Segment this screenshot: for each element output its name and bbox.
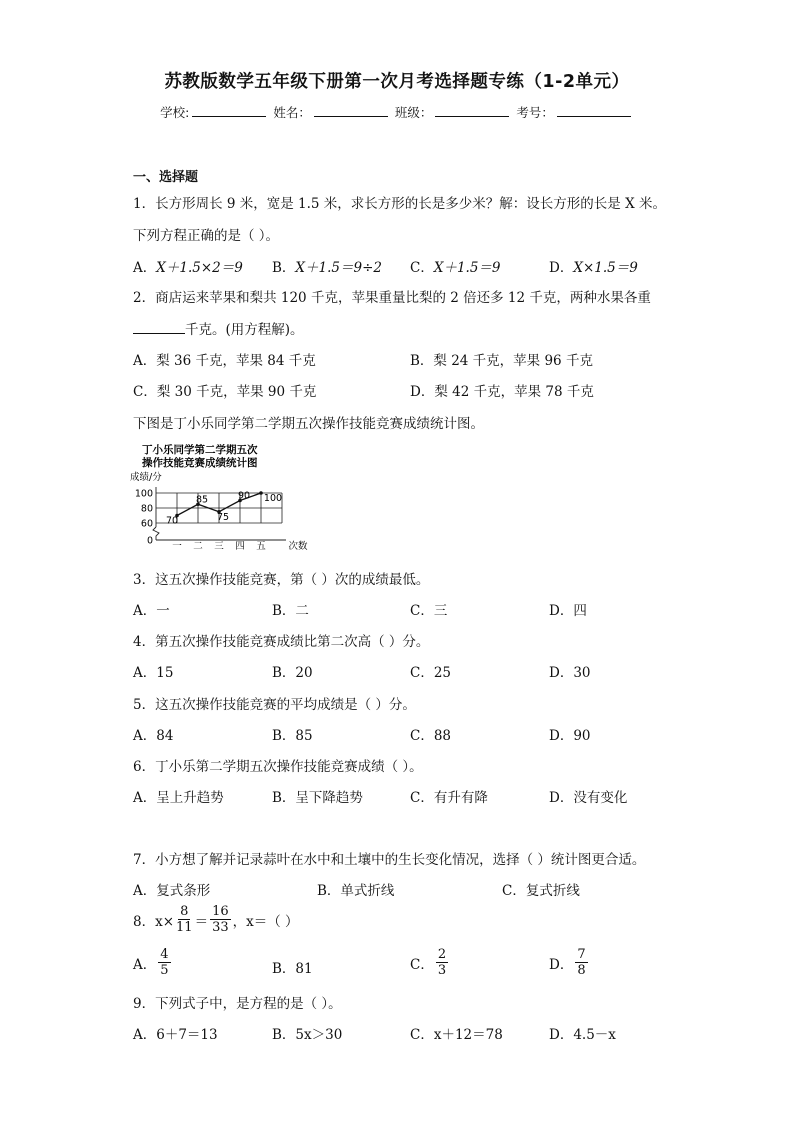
class-label: 班级： (394, 105, 433, 120)
q7-option-c[interactable]: C．复式折线 (502, 883, 580, 899)
q7-option-a[interactable]: A．复式条形 (133, 883, 211, 899)
q7-stem: 7．小方想了解并记录蒜叶在水中和土壤中的生长变化情况，选择（ ）统计图更合适。 (133, 852, 646, 868)
q3-option-b[interactable]: B．二 (272, 603, 309, 619)
q6-option-b[interactable]: B．呈下降趋势 (272, 790, 363, 806)
q8-fraction-16-33: $\frac{16}{33}$ (212, 904, 229, 935)
student-info-line (0, 103, 794, 121)
q5-option-d[interactable]: D．90 (549, 728, 591, 744)
q1-stem-line1: 1．长方形周长 9 米，宽是 1.5 米，求长方形的长是多少米？解：设长方形的长是 X 米。 (133, 196, 667, 212)
q9-option-d[interactable]: D．4.5－x (549, 1027, 616, 1043)
q2-option-c[interactable]: C．梨 30 千克，苹果 90 千克 (133, 384, 317, 400)
y-axis-break (153, 527, 159, 540)
q8-fraction-8-11: $\frac{8}{11}$ (176, 904, 193, 935)
data-label: 75 (216, 511, 230, 523)
q7-option-b[interactable]: B．单式折线 (317, 883, 395, 899)
q4-option-a[interactable]: A．15 (133, 665, 174, 681)
q1-option-c[interactable]: C．X＋1.5＝9 (410, 260, 501, 276)
y-tick-label: 0 (146, 535, 153, 547)
school-label: 学校: (160, 105, 190, 120)
q2-stem-line2: 千克。(用方程解)。 (133, 318, 304, 338)
x-tick-label: 四 (235, 541, 245, 552)
q9-option-a[interactable]: A．6＋7＝13 (133, 1027, 218, 1043)
class-blank[interactable] (435, 104, 509, 117)
school-blank[interactable] (192, 104, 266, 117)
chart-xlabel: 次数 (288, 541, 308, 552)
q4-option-d[interactable]: D．30 (549, 665, 591, 681)
data-label: 100 (263, 493, 283, 504)
q4-option-c[interactable]: C．25 (410, 665, 452, 681)
data-label: 85 (195, 494, 209, 506)
exam-no-label: 考号： (516, 105, 554, 120)
data-label: 70 (165, 515, 179, 527)
q8-option-c[interactable]: C． $\frac{2}{3}$ (410, 947, 447, 978)
q8-option-a[interactable]: A． $\frac{4}{5}$ (133, 947, 169, 978)
chart-ylabel: 成绩/分 (130, 472, 162, 483)
name-label: 姓名： (273, 105, 311, 120)
data-label: 90 (237, 490, 251, 502)
name-blank[interactable] (314, 104, 388, 117)
q4-option-b[interactable]: B．20 (272, 665, 313, 681)
q2-option-a[interactable]: A．梨 36 千克，苹果 84 千克 (133, 353, 316, 369)
q5-option-b[interactable]: B．85 (272, 728, 313, 744)
page-title: 苏教版数学五年级下册第一次月考选择题专练（1-2单元） (164, 72, 630, 92)
q3-option-c[interactable]: C．三 (410, 603, 448, 619)
q1-option-d[interactable]: D．X×1.5＝9 (549, 260, 638, 276)
q1-option-a[interactable]: A．X＋1.5×2＝9 (133, 260, 243, 276)
y-tick-label: 100 (134, 488, 153, 500)
y-tick-label: 60 (140, 518, 153, 530)
x-tick-label: 三 (214, 541, 224, 552)
chart-title-line2: 操作技能竞赛成绩统计图 (142, 457, 258, 469)
q2-option-b[interactable]: B．梨 24 千克，苹果 96 千克 (410, 353, 593, 369)
q1-stem-line2: 下列方程正确的是（ ）。 (133, 228, 280, 244)
q6-option-c[interactable]: C．有升有降 (410, 790, 488, 806)
x-tick-label: 一 (172, 541, 182, 552)
exam-no-blank[interactable] (557, 104, 631, 117)
q8-option-d[interactable]: D． $\frac{7}{8}$ (549, 947, 586, 978)
q6-stem: 6．丁小乐第二学期五次操作技能竞赛成绩（ ）。 (133, 759, 423, 775)
q9-option-c[interactable]: C．x＋12＝78 (410, 1027, 503, 1043)
q3-stem: 3．这五次操作技能竞赛，第（ ）次的成绩最低。 (133, 572, 430, 588)
q4-stem: 4．第五次操作技能竞赛成绩比第二次高（ ）分。 (133, 634, 430, 650)
chart-title-line1: 丁小乐同学第二学期五次 (142, 444, 258, 456)
q6-option-a[interactable]: A．呈上升趋势 (133, 790, 224, 806)
q9-stem: 9．下列式子中，是方程的是（ ）。 (133, 996, 342, 1012)
x-tick-label: 二 (193, 541, 203, 552)
q5-option-c[interactable]: C．88 (410, 728, 452, 744)
chart-intro: 下图是丁小乐同学第二学期五次操作技能竞赛成绩统计图。 (133, 416, 484, 432)
q2-option-d[interactable]: D．梨 42 千克，苹果 78 千克 (410, 384, 594, 400)
score-line-chart (130, 440, 320, 555)
y-tick-label: 80 (140, 503, 153, 515)
x-tick-label: 五 (256, 541, 266, 552)
chart-marks (166, 491, 282, 527)
q3-option-a[interactable]: A．一 (133, 603, 170, 619)
q8-stem: 8．x× $\frac{8}{11}$ ＝ $\frac{16}{33}$ ，x＝（ ） (133, 904, 299, 935)
data-point (259, 491, 263, 495)
q6-option-d[interactable]: D．没有变化 (549, 790, 628, 806)
q9-option-b[interactable]: B．5x＞30 (272, 1027, 343, 1043)
section-title: 一、选择题 (133, 170, 199, 185)
q5-stem: 5．这五次操作技能竞赛的平均成绩是（ ）分。 (133, 697, 416, 713)
q1-option-b[interactable]: B．X＋1.5＝9÷2 (272, 260, 382, 276)
q2-answer-blank[interactable] (133, 321, 185, 334)
q5-option-a[interactable]: A．84 (133, 728, 174, 744)
q2-stem-line1: 2．商店运来苹果和梨共 120 千克，苹果重量比梨的 2 倍还多 12 千克，两种水果各重 (133, 290, 651, 306)
q8-option-b[interactable]: B．81 (272, 961, 313, 977)
q3-option-d[interactable]: D．四 (549, 603, 587, 619)
